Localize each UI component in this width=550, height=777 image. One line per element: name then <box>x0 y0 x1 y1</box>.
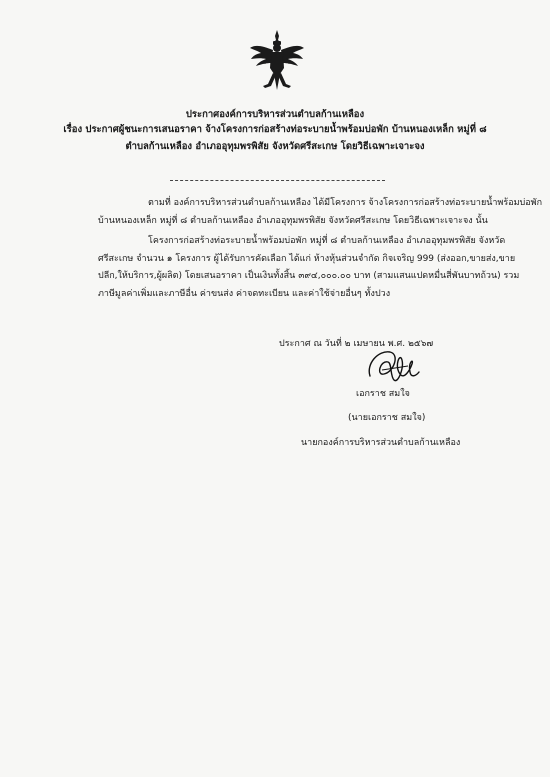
paragraph-2-line-2: ศรีสะเกษ จำนวน ๑ โครงการ ผู้ได้รับการคัดเลือก ได้แก่ ห้างหุ้นส่วนจำกัด กิจเจริญ 999 (ส่งออก,ขายส่ง,ขาย <box>98 254 516 264</box>
handwritten-signature <box>364 342 422 390</box>
announcement-date: ประกาศ ณ วันที่ ๒ เมษายน พ.ศ. ๒๕๖๗ <box>279 339 434 349</box>
paragraph-1-line-1: ตามที่ องค์การบริหารส่วนตำบลก้านเหลือง ได้มีโครงการ จ้างโครงการก่อสร้างท่อระบายน้ำพร้อมบ่อพัก <box>148 198 543 208</box>
signatory-name: เอกราช สมใจ <box>356 389 410 399</box>
paragraph-1-line-2: บ้านหนองเหล็ก หมู่ที่ ๘ ตำบลก้านเหลือง อำเภออุทุมพรพิสัย จังหวัดศรีสะเกษ โดยวิธีเฉพาะเจาะจง นั้น <box>98 216 488 226</box>
signatory-name-parenthesized: (นายเอกราช สมใจ) <box>348 413 426 423</box>
org-heading: ประกาศองค์การบริหารส่วนตำบลก้านเหลือง <box>185 109 365 120</box>
signatory-position: นายกองค์การบริหารส่วนตำบลก้านเหลือง <box>301 438 461 448</box>
dashed-divider <box>170 180 385 181</box>
subject-heading: เรื่อง ประกาศผู้ชนะการเสนอราคา จ้างโครงการก่อสร้างท่อระบายน้ำพร้อมบ่อพัก บ้านหนองเหล็ก หมู่ที่ ๘ <box>63 124 487 135</box>
paragraph-2-line-1: โครงการก่อสร้างท่อระบายน้ำพร้อมบ่อพัก หมู่ที่ ๘ ตำบลก้านเหลือง อำเภออุทุมพรพิสัย จังหวัด <box>148 236 506 246</box>
paragraph-2-line-3: ปลีก,ให้บริการ,ผู้ผลิต) โดยเสนอราคา เป็นเงินทั้งสิ้น ๓๙๔,๐๐๐.๐๐ บาท (สามแสนแปดหมื่นสี่พันบาทถ้วน) รวม <box>98 271 520 281</box>
garuda-emblem-icon <box>249 28 305 92</box>
paragraph-2-line-4: ภาษีมูลค่าเพิ่มและภาษีอื่น ค่าขนส่ง ค่าจดทะเบียน และค่าใช้จ่ายอื่นๆ ทั้งปวง <box>98 289 391 299</box>
location-heading: ตำบลก้านเหลือง อำเภออุทุมพรพิสัย จังหวัดศรีสะเกษ โดยวิธีเฉพาะเจาะจง <box>125 141 425 152</box>
